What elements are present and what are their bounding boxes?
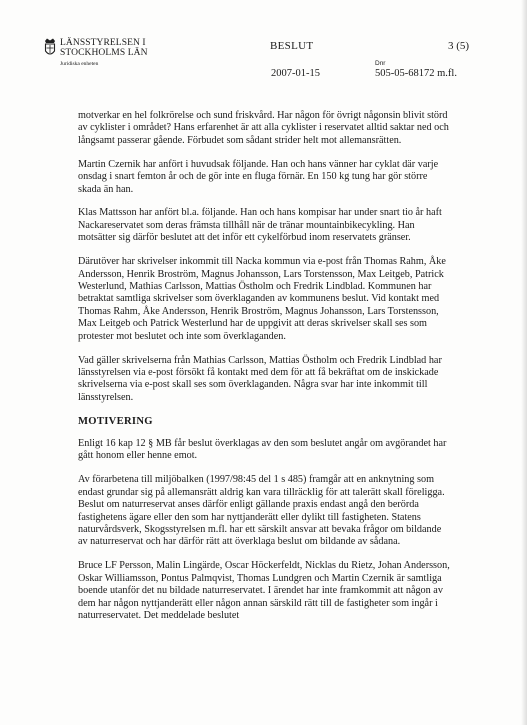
paragraph-legal-basis: Enligt 16 kap 12 § MB får beslut överklagas av den som beslutet angår om avgörandet har gått honom eller henne emot. <box>78 438 447 462</box>
organization-name <box>60 38 148 69</box>
paragraph-preparatory-works: Av förarbetena till miljöbalken (1997/98:45 del 1 s 485) framgår att en anknytning som endast grundar sig på allemansrätt aldrig kan vara tillräcklig för att talerätt skall föreligga. Beslut om naturreservat anses därför enligt gällande praxis endast angå den berörda fastighetens ägare eller den som har nyttjanderätt eller dylikt till fastigheten. Statens naturvårdsverk, Skogsstyrelsen m.fl. har ett särskilt ansvar att bevaka frågor om bildande av naturreservat och har därför rätt att överklaga beslut om bildande av sådana. <box>78 474 445 548</box>
page-number: 3 (5) <box>448 40 470 52</box>
crown-crest-icon <box>44 38 56 58</box>
paragraph-other-letters: Därutöver har skrivelser inkommit till Nacka kommun via e-post från Thomas Rahm, Åke Andersson, Henrik Broström, Magnus Johansson, Lars Torstensson, Max Leitgeb, Patrick Westerlund, Mathias Carlsson, Mattias Östholm och Fredrik Lindblad. Kommunen har betraktat samtliga skrivelser som överklaganden av kommunens beslut. Vid kontakt med Thomas Rahm, Åke Andersson, Henrik Broström, Magnus Johansson, Lars Torstensson, Max Leitgeb och Patrick Westerlund har de uppgivit att deras skrivelser skall ses som protester mot beslutet och inte som överklaganden. <box>78 256 446 342</box>
dnr-label: Dnr <box>375 60 386 67</box>
section-heading-motivering: MOTIVERING <box>78 415 153 427</box>
document-body <box>78 110 450 634</box>
paragraph-mattsson: Klas Mattsson har anfört bl.a. följande. Han och hans kompisar har under snart tio år haft Nackareservatet som deras främsta tillhåll när de tränar mountainbikecykling. Han motsätter sig därför beslutet att det inför ett cykelförbud inom reservatets gränser. <box>78 207 442 244</box>
decision-date: 2007-01-15 <box>271 68 320 79</box>
page-edge-shadow <box>521 0 527 725</box>
paragraph-czernik: Martin Czernik har anfört i huvudsak följande. Han och hans vänner har cyklat där varje onsdag i snart femton år och de gör inte en fluga förnär. En 150 kg tung har gör större skada än han. <box>78 158 439 195</box>
org-unit: Juridiska enheten <box>60 61 99 67</box>
paragraph-continued: motverkar en hel folkrörelse och sund friskvård. Har någon för övrigt någonsin blivit störd av cyklister i området? Hans erfarenhet är att alla cyklister i reservatet alltid saktar ned och långsamt passerar gående. Förbudet som sådant strider helt mot allemansrätten. <box>78 110 449 146</box>
document-type: BESLUT <box>270 40 314 52</box>
registration-number: 505-05-68172 m.fl. <box>375 68 457 79</box>
paragraph-appellants: Bruce LF Persson, Malin Lingärde, Oscar Höckerfeldt, Nicklas du Rietz, Johan Andersson, Oskar Williamsson, Pontus Palmqvist, Thomas Lundgren och Martin Czernik är samtliga boende utanför det nu bildade naturreservatet. I ärendet har inte framkommit att någon av dem har någon nyttjanderätt eller någon annan särskild rätt till de fastigheter som ingår i naturreservatet. Det meddelade beslutet <box>78 560 450 621</box>
org-line-1: LÄNSSTYRELSEN I <box>60 38 146 48</box>
paragraph-email-contact: Vad gäller skrivelserna från Mathias Carlsson, Mattias Östholm och Fredrik Lindblad har länsstyrelsen via e-post försökt få kontakt med dem för att få bekräftat om de inskickade skrivelserna via e-post skall ses som överklaganden. Några svar har inte inkommit till länsstyrelsen. <box>78 354 442 403</box>
org-line-2: STOCKHOLMS LÄN <box>60 48 148 58</box>
